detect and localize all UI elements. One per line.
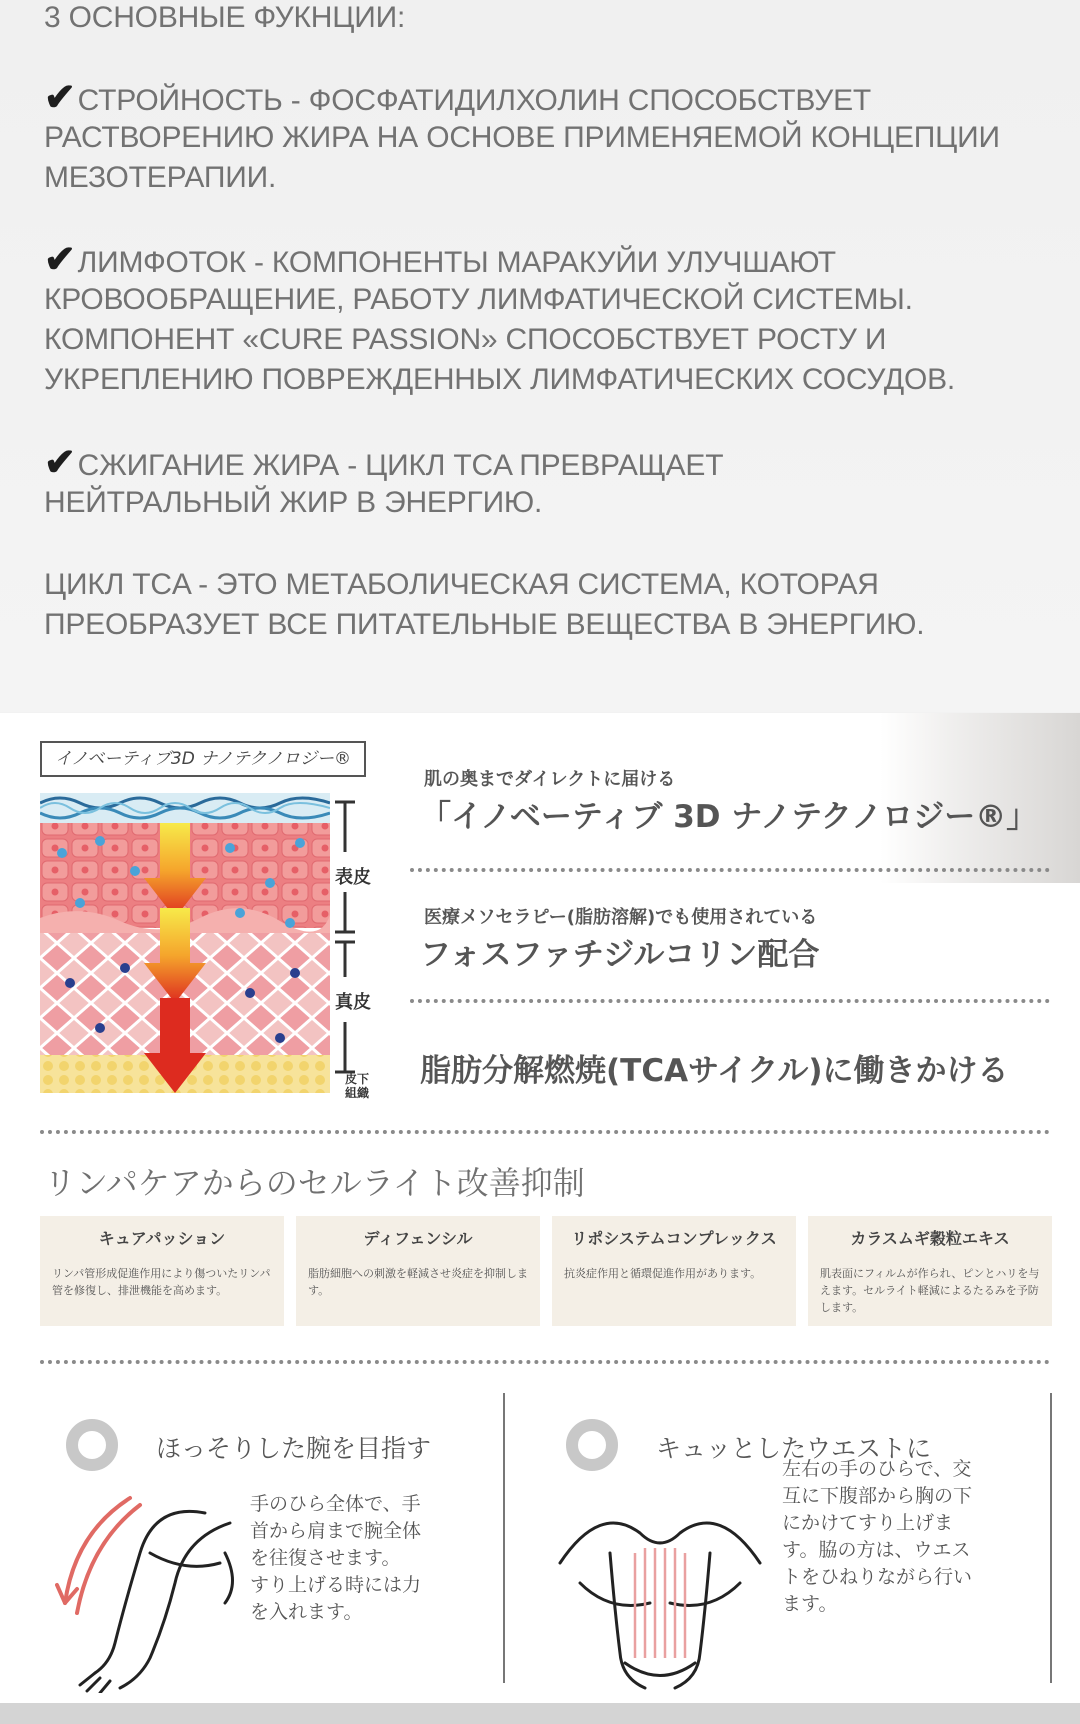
text-line-9: ✔СЖИГАНИЕ ЖИРА - ЦИКЛ TCA ПРЕВРАЩАЕТ <box>44 442 724 484</box>
feature-3-title: 脂肪分解燃焼(TCAサイクル)に働きかける <box>420 1053 1009 1089</box>
description-text-block <box>0 0 1080 712</box>
section-heading: リンパケアからのセルライト改善抑制 <box>44 1164 585 1202</box>
text-line-12: ПРЕОБРАЗУЕТ ВСЕ ПИТАТЕЛЬНЫЕ ВЕЩЕСТВА В ЭНЕРГИЮ. <box>44 608 925 641</box>
subcutaneous-label-2: 組織 <box>345 1086 370 1100</box>
ingredient-card <box>552 1216 796 1326</box>
ingredient-name: キュアパッション <box>98 1229 226 1248</box>
subcutaneous-label-1: 皮下 <box>345 1072 370 1086</box>
dotted-divider <box>410 868 1050 872</box>
circle-icon <box>566 1419 618 1471</box>
text-line-3: РАСТВОРЕНИЮ ЖИРА НА ОСНОВЕ ПРИМЕНЯЕМОЙ КОНЦЕПЦИИ <box>44 121 1000 154</box>
ingredient-name: リポシステムコンプレックス <box>571 1229 777 1248</box>
text-line-7: КОМПОНЕНТ «CURE PASSION» СПОСОБСТВУЕТ РОСТУ И <box>44 323 887 356</box>
ingredient-desc: 脂肪細胞への刺激を軽減させ炎症を抑制します。 <box>308 1267 528 1297</box>
text-line-6: КРОВООБРАЩЕНИЕ, РАБОТУ ЛИМФАТИЧЕСКОЙ СИСТЕМЫ. <box>44 283 913 316</box>
ingredient-card <box>808 1216 1052 1326</box>
bottom-bar <box>0 1703 1080 1724</box>
skin-layers-illustration <box>40 793 330 1093</box>
text-line-8: УКРЕПЛЕНИЮ ПОВРЕЖДЕННЫХ ЛИМФАТИЧЕСКИХ СОСУДОВ. <box>44 363 956 396</box>
feature-1-caption: 肌の奥までダイレクトに届ける <box>424 769 676 790</box>
text-line-11: ЦИКЛ TCA - ЭТО МЕТАБОЛИЧЕСКАЯ СИСТЕМА, КОТОРАЯ <box>44 568 879 601</box>
check-icon: ✔ <box>44 239 76 281</box>
check-icon: ✔ <box>44 442 76 484</box>
text-line-2: ✔СТРОЙНОСТЬ - ФОСФАТИДИЛХОЛИН СПОСОБСТВУЕТ <box>44 77 872 119</box>
column-divider <box>1050 1393 1052 1683</box>
epidermis-label: 表皮 <box>335 867 371 888</box>
feature-2-title: フォスファチジルコリン配合 <box>420 937 820 973</box>
ingredient-name: ディフェンシル <box>363 1229 473 1248</box>
depth-scale <box>330 797 360 1097</box>
dotted-divider <box>410 999 1050 1003</box>
circle-icon <box>66 1419 118 1471</box>
ingredient-card <box>40 1216 284 1326</box>
feature-2-caption: 医療メソセラピー(脂肪溶解)でも使用されている <box>424 907 818 928</box>
nanotech-badge: イノベーティブ3D ナノテクノロジー® <box>40 741 366 777</box>
tip-2-title: キュッとしたウエストに <box>656 1434 932 1463</box>
ingredient-desc: 肌表面にフィルムが作られ、ピンとハリを与えます。セルライト軽減によるたるみを予防します。 <box>820 1267 1040 1314</box>
text-line-4: МЕЗОТЕРАПИИ. <box>44 161 277 194</box>
text-line-10: НЕЙТРАЛЬНЫЙ ЖИР В ЭНЕРГИЮ. <box>44 486 543 519</box>
waist-massage-illustration <box>550 1493 770 1693</box>
column-divider <box>503 1393 505 1683</box>
arm-massage-illustration <box>55 1493 245 1693</box>
ingredient-name: カラスムギ穀粒エキス <box>850 1229 1010 1248</box>
ingredient-desc: 抗炎症作用と循環促進作用があります。 <box>564 1267 762 1280</box>
feature-1-title: 「イノベーティブ 3D ナノテクノロジー®」 <box>420 799 1038 835</box>
ingredient-card <box>296 1216 540 1326</box>
check-icon: ✔ <box>44 77 76 119</box>
ingredient-desc: リンパ管形成促進作用により傷ついたリンパ管を修復し、排泄機能を高めます。 <box>52 1267 271 1297</box>
text-line-5: ✔ЛИМФОТОК - КОМПОНЕНТЫ МАРАКУЙИ УЛУЧШАЮТ <box>44 239 836 281</box>
product-info-panel <box>0 713 1080 1703</box>
tip-1-text: 手のひら全体で、手 首から肩まで腕全体 を往復させます。 すり上げる時には力 を入れます。 <box>250 1493 422 1623</box>
tip-2-text: 左右の手のひらで、交 互に下腹部から胸の下 にかけてすり上げま す。脇の方は、ウエス トをひねりながら行い ます。 <box>782 1458 973 1615</box>
text-line-1: 3 ОСНОВНЫЕ ФУКНЦИИ: <box>44 1 406 34</box>
dotted-divider <box>40 1360 1050 1364</box>
dermis-label: 真皮 <box>335 992 371 1013</box>
dotted-divider <box>40 1130 1050 1134</box>
tip-1-title: ほっそりした腕を目指す <box>156 1434 432 1463</box>
